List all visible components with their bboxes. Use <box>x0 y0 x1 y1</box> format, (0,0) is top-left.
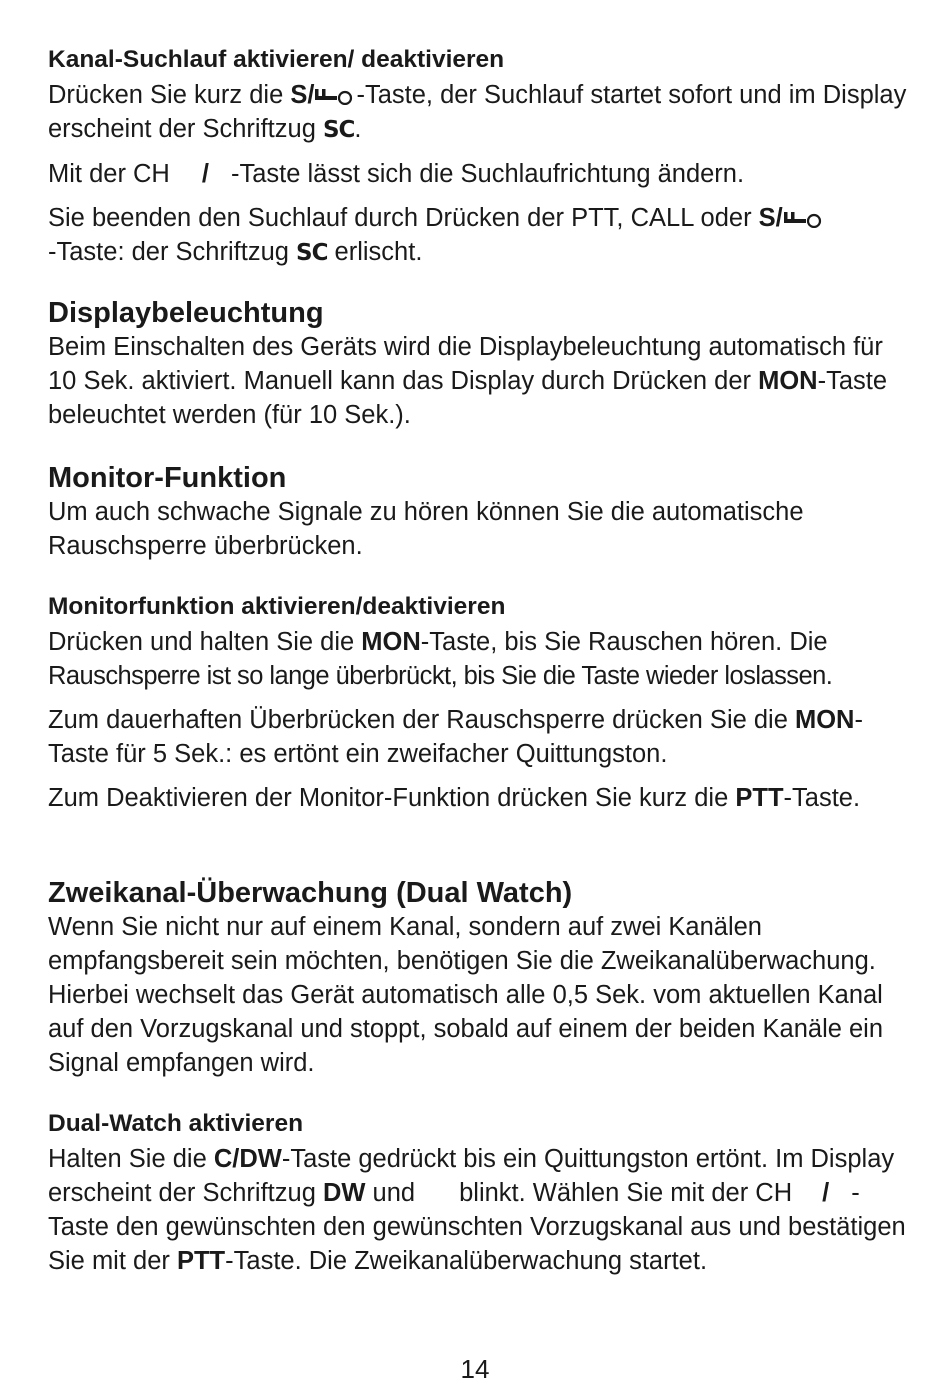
text-span: -Taste beleuchtet werden (für 10 Sek.). <box>48 367 888 429</box>
text-span: -Taste: der Schriftzug <box>48 238 297 266</box>
text-span: -Taste. Die Zweikanalüberwachung startet. <box>225 1247 708 1275</box>
text-span: -Taste, der Suchlauf startet sofort und im Display erscheint der Schriftzug <box>48 81 907 143</box>
text-span: -Taste gedrückt bis ein Quittungston ertönt. Im Display erscheint der Schriftzug <box>48 1145 895 1207</box>
paragraph-monitor-permanent <box>48 703 918 771</box>
lock-key-icon <box>314 87 356 105</box>
slash: / <box>201 160 209 188</box>
key-s: S/ <box>290 81 315 109</box>
heading-dual-watch: Zweikanal-Überwachung (Dual Watch) <box>48 877 573 909</box>
key-ptt: PTT <box>176 1247 226 1275</box>
slash: / <box>822 1179 830 1207</box>
paragraph-monitor-hold <box>48 625 918 693</box>
paragraph-monitor: Um auch schwache Signale zu hören können Sie die automatische Rauschsperre überbrücken. <box>48 498 804 560</box>
text-span: Halten Sie die <box>48 1145 214 1173</box>
section-monitor-toggle <box>48 591 918 815</box>
text-span: Zum Deaktivieren der Monitor-Funktion drücken Sie kurz die <box>48 784 736 812</box>
sc-display-symbol: SC <box>322 117 355 143</box>
page-number: 14 <box>460 1354 490 1384</box>
text-span: Zum dauerhaften Überbrücken der Rauschsperre drücken Sie die <box>48 706 795 734</box>
section-backlight <box>48 296 918 432</box>
paragraph-scan-stop <box>48 201 918 270</box>
text-span: -Taste. <box>783 784 861 812</box>
key-ptt: PTT <box>735 784 784 812</box>
text-span: -Taste für 5 Sek.: es ertönt ein zweifacher Quittungston. <box>48 706 863 768</box>
text-span: blinkt. Wählen Sie mit der CH <box>459 1179 793 1207</box>
dw-display-symbol: DW <box>322 1179 366 1207</box>
sc-display-symbol: SC <box>296 240 328 266</box>
text-span: -Taste den gewünschten den gewünschten Vorzugskanal aus und bestätigen Sie mit der <box>48 1179 906 1275</box>
text-span: Rauschsperre ist so lange überbrückt, bis Sie die Taste wieder loslassen. <box>48 662 833 690</box>
paragraph-backlight <box>48 330 918 432</box>
section-scan <box>48 44 918 270</box>
heading-backlight: Displaybeleuchtung <box>48 297 324 329</box>
lock-key-icon <box>783 210 825 228</box>
heading-dual-watch-on: Dual-Watch aktivieren <box>48 1110 304 1137</box>
text-span: erlischt. <box>327 238 423 266</box>
text-span: und <box>365 1179 416 1207</box>
heading-scan-toggle: Kanal-Suchlauf aktivieren/ deaktivieren <box>48 46 505 73</box>
paragraph-scan-start <box>48 78 918 147</box>
section-dual-watch <box>48 876 918 1080</box>
text-span: Drücken Sie kurz die <box>48 81 291 109</box>
key-mon: MON <box>361 628 421 656</box>
section-monitor <box>48 461 918 563</box>
text-span: Beim Einschalten des Geräts wird die Displaybeleuchtung automatisch für 10 Sek. aktiviert. Manuell kann das Display durch Drücken der <box>48 333 883 395</box>
key-c-dw: C/DW <box>213 1145 282 1173</box>
heading-monitor: Monitor-Funktion <box>48 462 287 494</box>
heading-monitor-toggle: Monitorfunktion aktivieren/deaktivieren <box>48 593 506 620</box>
key-mon: MON <box>758 367 818 395</box>
paragraph-scan-direction <box>48 157 918 191</box>
text-span: Mit der CH <box>48 160 170 188</box>
text-span: -Taste, bis Sie Rauschen hören. Die <box>420 628 828 656</box>
text-span: -Taste lässt sich die Suchlaufrichtung ändern. <box>230 160 745 188</box>
key-mon: MON <box>794 706 855 734</box>
paragraph-dual-watch-on <box>48 1142 918 1278</box>
section-dual-watch-on <box>48 1108 918 1278</box>
paragraph-monitor-deactivate <box>48 781 918 815</box>
text-span: . <box>354 115 362 143</box>
text-span: Drücken und halten Sie die <box>48 628 362 656</box>
paragraph-dual-watch: Wenn Sie nicht nur auf einem Kanal, sondern auf zwei Kanälen empfangsbereit sein möchten, benötigen Sie die Zweikanalüberwachung. Hierbei wechselt das Gerät automatisch alle 0,5 Sek. vom aktuellen Kanal auf den Vorzugskanal und stoppt, sobald auf einem der beiden Kanäle ein Signal empfangen wird. <box>48 913 884 1077</box>
key-s: S/ <box>758 204 783 232</box>
text-span: Sie beenden den Suchlauf durch Drücken der PTT, CALL oder <box>48 204 759 232</box>
